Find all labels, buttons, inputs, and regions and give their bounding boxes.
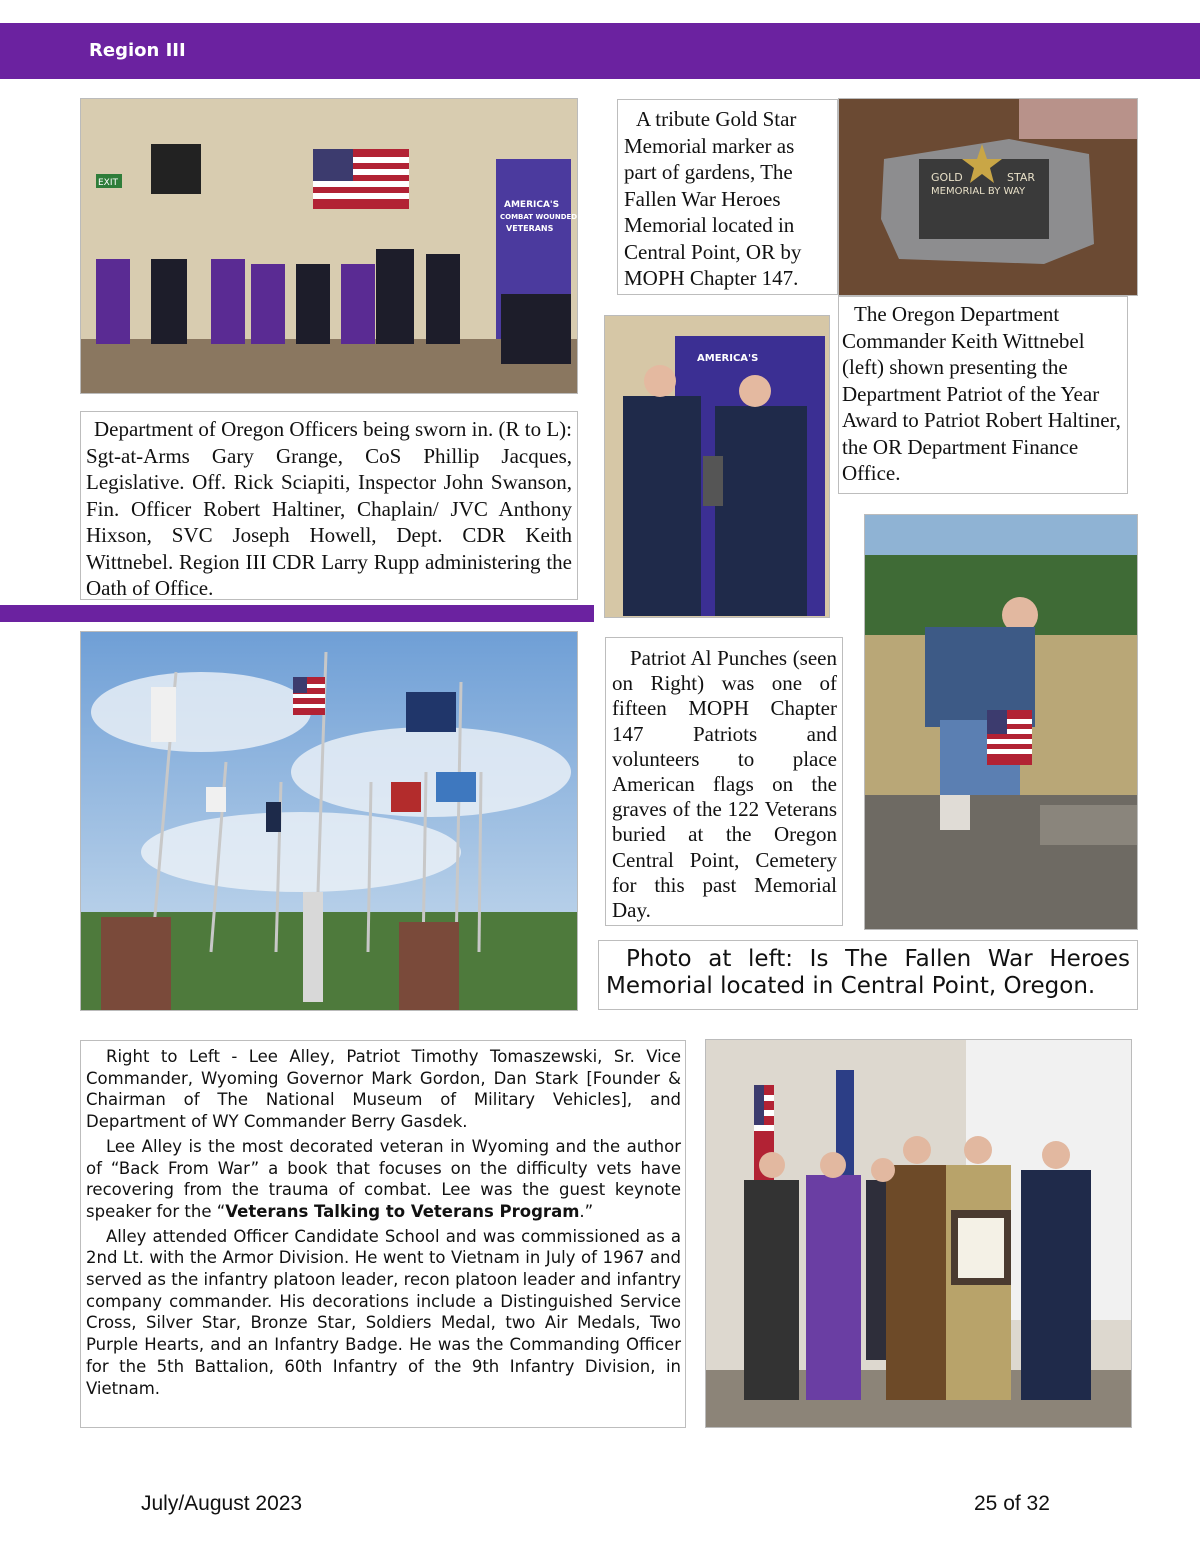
section-title: Region III bbox=[89, 40, 186, 61]
svg-text:STAR: STAR bbox=[1007, 171, 1036, 184]
article-paragraph-3: Alley attended Officer Candidate School and was commissioned as a 2nd Lt. with the Armor Division. He went to Vietnam in July of 1967 and served as the infantry platoon leader, recon platoon leader and infantry company commander. His decorations include a Distinguished Service Cross, Silver Star, Bronze Star, Soldiers Medal, two Air Medals, Two Purple Hearts, and an Infantry Badge. He was the Commanding Officer for the 5th Battalion, 60th Infantry of the 9th Infantry Division, in Vietnam. bbox=[86, 1226, 681, 1398]
officers-sworn-in-photo bbox=[80, 98, 578, 394]
flag-placement-photo bbox=[864, 514, 1138, 930]
american-flag-icon bbox=[313, 149, 409, 209]
svg-text:EXIT: EXIT bbox=[98, 178, 119, 188]
memorial-flags-photo bbox=[80, 631, 578, 1011]
issue-date: July/August 2023 bbox=[141, 1492, 303, 1515]
officers-sworn-in-caption: Department of Oregon Officers being sworn in. (R to L): Sgt-at-Arms Gary Grange, CoS Phillip Jacques, Legislative. Off. Rick Sciapiti, Inspector John Swanson, Fin. Officer Robert Haltiner, Chaplain/ JVC Anthony Hixson, SVC Joseph Howell, Dept. CDR Keith Wittnebel. Region III CDR Larry Rupp administering the Oath of Office. bbox=[80, 411, 578, 600]
gold-star-marker-photo bbox=[838, 98, 1138, 296]
svg-text:AMERICA'S: AMERICA'S bbox=[504, 200, 560, 210]
punches-caption: Patriot Al Punches (seen on Right) was one of fifteen MOPH Chapter 147 Patriots and volunteers to place American flags on the graves of the 122 Veterans buried at the Oregon Central Point, Cemetery for this past Memorial Day. bbox=[605, 637, 843, 926]
article-paragraph-1: Right to Left - Lee Alley, Patriot Timothy Tomaszewski, Sr. Vice Commander, Wyoming Governor Mark Gordon, Dan Stark [Founder & Chairman of The National Museum of Military Vehicles], and Department of WY Commander Berry Gasdek. bbox=[86, 1047, 681, 1132]
svg-text:COMBAT WOUNDED: COMBAT WOUNDED bbox=[500, 213, 578, 221]
american-flag-icon bbox=[987, 710, 1032, 765]
wyoming-article bbox=[80, 1040, 686, 1428]
memorial-caption: Photo at left: Is The Fallen War Heroes Memorial located in Central Point, Oregon. bbox=[598, 940, 1138, 1010]
page-number: 25 of 32 bbox=[974, 1492, 1050, 1515]
program-name: Veterans Talking to Veterans Program bbox=[225, 1201, 580, 1221]
svg-text:MEMORIAL BY WAY: MEMORIAL BY WAY bbox=[931, 186, 1026, 197]
award-caption: The Oregon Department Commander Keith Wittnebel (left) shown presenting the Department Patriot of the Year Award to Patriot Robert Haltiner, the OR Department Finance Office. bbox=[838, 296, 1128, 494]
article-paragraph-2 bbox=[86, 1136, 681, 1223]
section-divider bbox=[0, 605, 594, 622]
svg-text:VETERANS: VETERANS bbox=[506, 224, 554, 233]
american-flag-icon bbox=[293, 677, 325, 715]
article-paragraph-2-start: Lee Alley is the most decorated veteran in Wyoming and the author of “Back From War” a book that focuses on the difficulty vets have recovering from the trauma of combat. Lee was the guest keynote speaker for the “ bbox=[86, 1136, 681, 1221]
gold-star-caption: A tribute Gold Star Memorial marker as part of gardens, The Fallen War Heroes Memorial located in Central Point, OR by MOPH Chapter 147. bbox=[617, 99, 838, 295]
award-presentation-photo bbox=[604, 315, 830, 618]
wyoming-group-photo bbox=[705, 1039, 1132, 1428]
article-paragraph-2-end: .” bbox=[579, 1201, 594, 1221]
svg-text:AMERICA'S: AMERICA'S bbox=[697, 353, 759, 364]
svg-text:GOLD: GOLD bbox=[931, 171, 963, 184]
